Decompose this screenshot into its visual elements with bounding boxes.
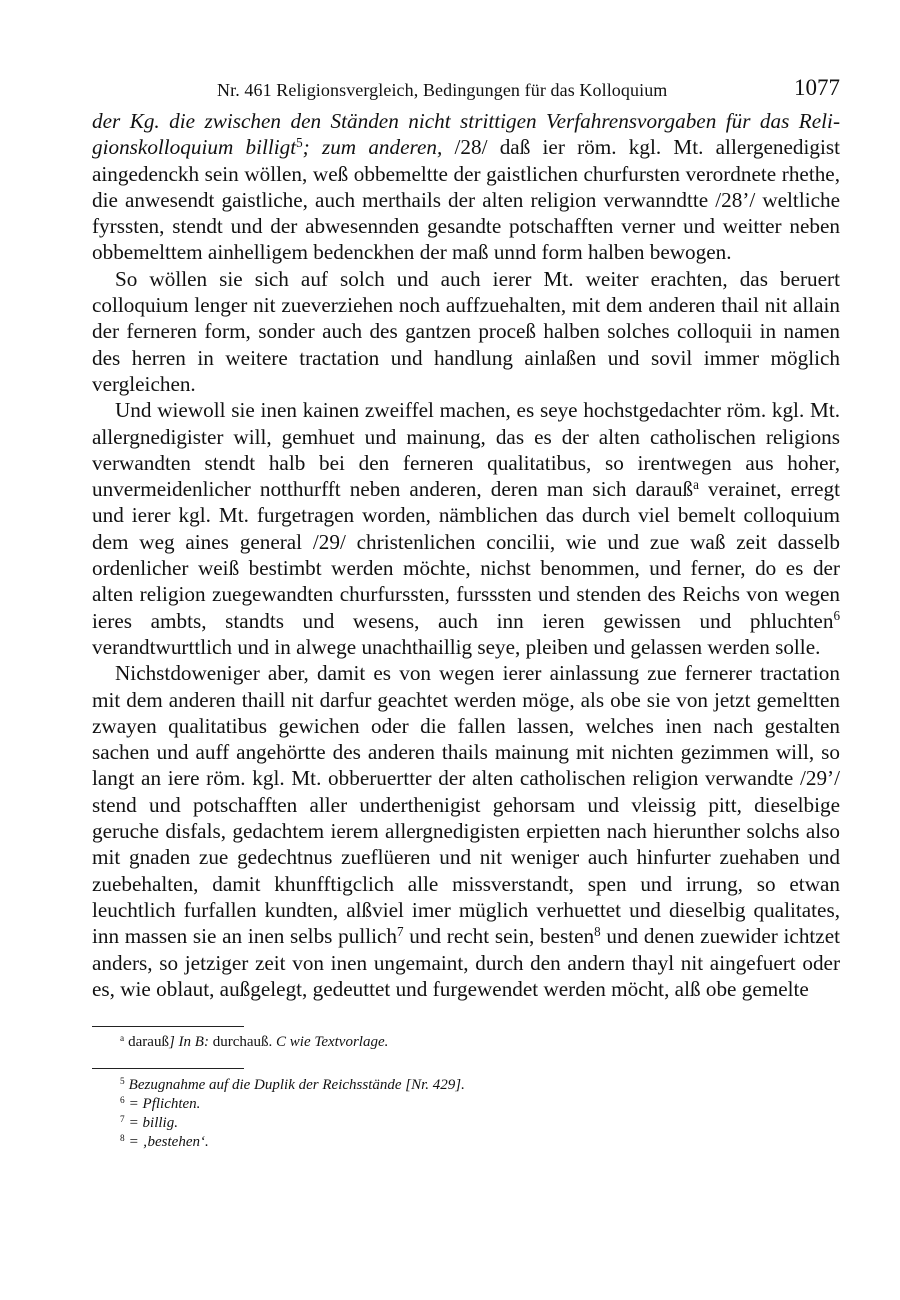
note-text: = Pflichten. — [128, 1096, 201, 1113]
footnote-marker: 7 — [120, 1114, 125, 1125]
reference-note — [120, 1114, 840, 1133]
text-critical-notes — [92, 1033, 840, 1052]
reference-note — [120, 1076, 840, 1095]
footnote-marker: 8 — [120, 1133, 125, 1144]
reference-note — [120, 1133, 840, 1152]
running-head — [92, 72, 840, 108]
footnote-marker[interactable]: 8 — [594, 923, 601, 939]
text-run: verainet, erregt und ierer kgl. Mt. furgetragen worden, nämblichen das durch viel bemelt colloquium dem weg aines general /29/ christenlichen concilii, wie und zue waß zeit dasselb ordenlicher weiß bestimbt werden möchte, nichst benommen, und ferner, do es der alten religion zuegewandten churfurssten, fursssten und stenden des Reichs von wegen ieres ambts, standts und wesens, auch inn ieren gewissen und phluchten — [92, 477, 840, 633]
footnote-divider — [92, 1026, 244, 1027]
footnote-marker[interactable]: 5 — [296, 135, 303, 151]
footnote-marker: 6 — [120, 1095, 125, 1106]
note-text: Bezugnahme auf die Duplik der Reichsstände [Nr. 429]. — [128, 1077, 465, 1094]
footnote-marker: a — [120, 1033, 125, 1044]
main-text — [92, 108, 840, 1002]
footnote-marker: 5 — [120, 1076, 125, 1087]
note-text: = billig. — [128, 1115, 178, 1132]
italic-summary: der Kg. die zwischen den Ständen nicht strittigen Verfahrensvorgaben für das Religionskolloquium billigt — [92, 109, 840, 160]
text-run: verandtwurttlich und in alwege unachthaillig seye, pleiben und gelassen werden solle. — [92, 634, 821, 659]
text-run: und recht sein, besten — [403, 924, 595, 949]
paragraph — [92, 660, 840, 1002]
paragraph — [92, 266, 840, 397]
running-head-title: Nr. 461 Religionsvergleich, Bedingungen für das Kolloquium — [217, 80, 668, 100]
text-run: Und wiewoll sie inen kainen zweiffel machen, es seye hochstgedachter röm. kgl. Mt. allergnedigister will, gemhuet und mainung, das es der alten catholischen religions verwandten stendt halb bei den ferneren qualitatibus, so irentwegen aus hoher, unvermeidenlicher notthurfft neben anderen, deren man sich darauß — [92, 398, 840, 502]
text-note — [120, 1033, 840, 1052]
page-number: 1077 — [794, 75, 840, 100]
italic-summary: ; zum anderen, — [302, 135, 455, 160]
text-run: und denen zuewider ichtzet anders, so jetziger zeit von inen ungemaint, durch den andern thayl nit aingefuert oder es, wie oblaut, außgelegt, gedeuttet und furgewendet werden möcht, alß obe gemelte — [92, 924, 840, 1001]
text-run: Nichstdoweniger aber, damit es von wegen ierer ainlassung zue fernerer tractation mit dem anderen thaill nit darfur geachtet werden möge, als obe sie von jetzt gemeltten zwayen qualitatibus gewichen oder die fallen lassen, welches inen nach gestalten sachen und auff angehörtte des anderen thails mainung mit nichten gezimmen will, so langt an iere röm. kgl. Mt. obberuertter der alten catholischen religion verwandte /29’/ stend und potschafften aller underthenigist gehorsam und vleissig pitt, dieselbige geruche disfals, gedachtem ierem allergnedigisten erpietten nach hierunther solchs also mit gnaden zue gedechtnus zueflüeren und nit weniger auch hinfurter zuehaben und zuebehalten, damit khunfftigclich alle missverstandt, spen und irrung, so etwan leuchtlich furfallen kundten, alßviel imer müglich verhuettet und dieselbig qualitates, inn massen sie an inen selbs pullich — [92, 661, 840, 949]
reference-notes — [92, 1076, 840, 1152]
document-page — [92, 72, 840, 1152]
note-comment: C wie Textvorlage. — [276, 1034, 389, 1051]
reference-note — [120, 1095, 840, 1114]
footnote-divider — [92, 1068, 244, 1069]
footnote-marker[interactable]: 6 — [833, 608, 840, 624]
footnote-marker[interactable]: 7 — [396, 923, 404, 939]
text-run: So wöllen sie sich auf solch und auch ierer Mt. weiter erachten, das beruert colloquium lenger nit zueverziehen noch auffzuehalten, mit dem anderen thail nit allain der ferneren form, sonder auch des gantzen proceß halben solches colloquii in namen des herren in weitere tractation und handlung ainlaßen und sovil immer möglich vergleichen. — [92, 266, 840, 396]
footnote-marker[interactable]: a — [693, 476, 699, 492]
note-lemma: darauß — [128, 1034, 169, 1051]
note-siglum: In B: — [178, 1034, 209, 1051]
text-run: /28/ daß ier röm. kgl. Mt. allergenedigist aingedenckh sein wöllen, weß obbemeltte der gaistlichen churfursten verordnete rhethe, die anwesendt gaistliche, auch merthails der alten religion verwanndtte /28’/ weltliche fyrssten, stendt und der abwesennden gesandte potschafften verner und weitter neben obbemelttem ainhelligem bedenckhen der maß unnd form halben bewogen. — [92, 135, 840, 265]
paragraph — [92, 397, 840, 660]
note-variant: durchauß. — [208, 1034, 277, 1051]
paragraph — [92, 108, 840, 266]
note-text: = ‚bestehen‘. — [128, 1134, 209, 1151]
note-bracket: ] — [168, 1034, 179, 1051]
